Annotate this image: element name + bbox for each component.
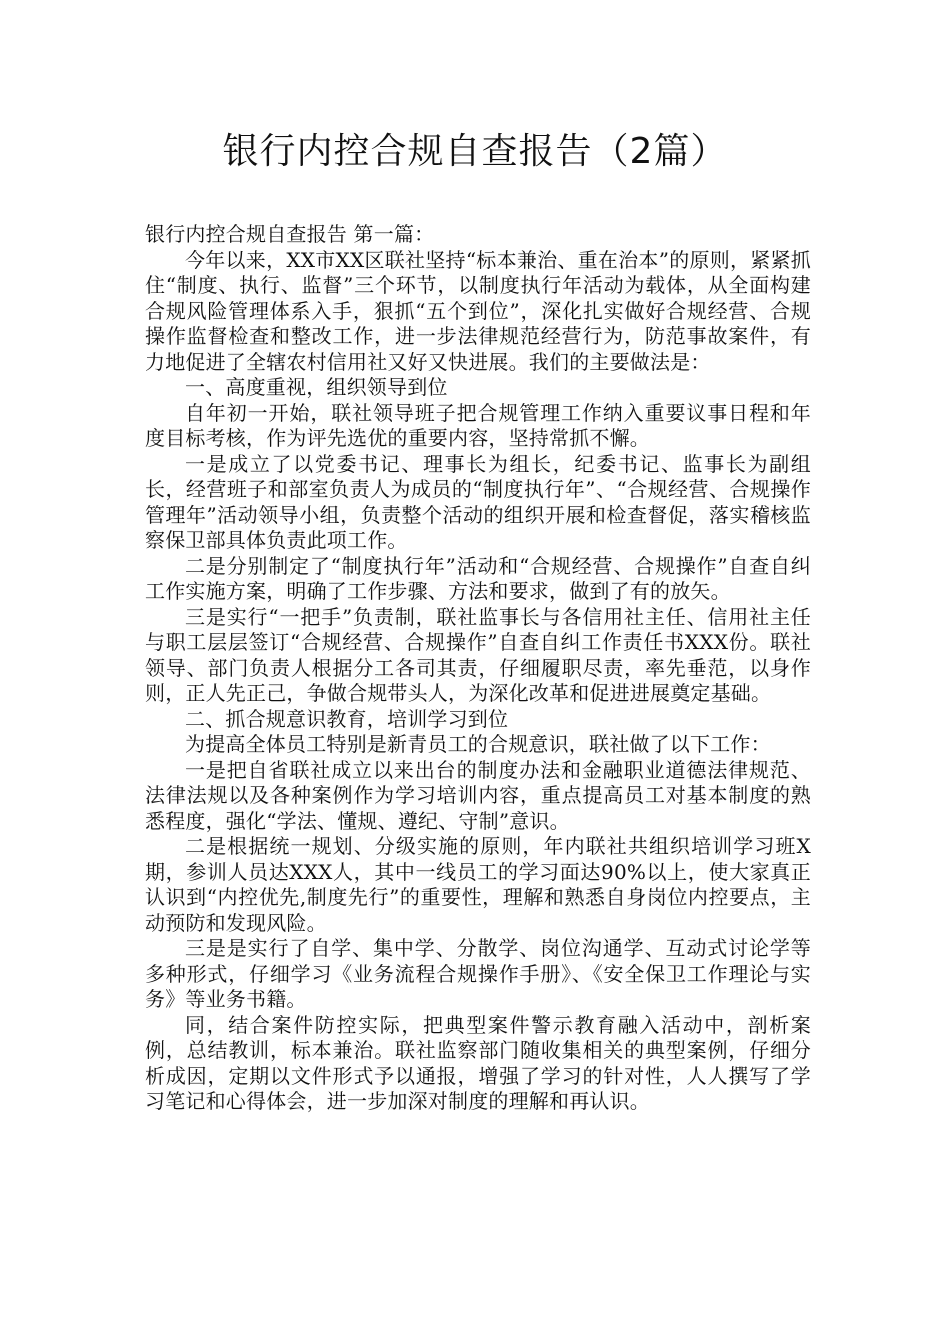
paragraph: 三是实行“一把手”负责制，联社监事长与各信用社主任、信用社主任与职工层层签订“合规经营、合规操作”自查自纠工作责任书XXX份。联社领导、部门负责人根据分工各司其责，仔细履职尽责，率先垂范，以身作则，正人先正己，争做合规带头人，为深化改革和促进进展奠定基础。	[145, 604, 811, 705]
paragraph: 今年以来，XX市XX区联社坚持“标本兼治、重在治本”的原则，紧紧抓住“制度、执行、监督”三个环节，以制度执行年活动为载体，从全面构建合规风险管理体系入手，狠抓“五个到位”，深化扎实做好合规经营、合规操作监督检查和整改工作，进一步法律规范经营行为，防范事故案件，有力地促进了全辖农村信用社又好又快进展。我们的主要做法是：	[145, 247, 811, 374]
paragraph: 为提高全体员工特别是新青员工的合规意识，联社做了以下工作：	[185, 732, 771, 756]
paragraph: 一是成立了以党委书记、理事长为组长，纪委书记、监事长为副组长，经营班子和部室负责人为成员的“制度执行年”、“合规经营、合规操作管理年”活动领导小组，负责整个活动的组织开展和检查督促，落实稽核监察保卫部具体负责此项工作。	[145, 451, 811, 552]
paragraph: 自年初一开始，联社领导班子把合规管理工作纳入重要议事日程和年度目标考核，作为评先选优的重要内容，坚持常抓不懈。	[145, 400, 811, 450]
section-heading: 二、抓合规意识教育，培训学习到位	[185, 706, 509, 731]
paragraph: 同，结合案件防控实际，把典型案件警示教育融入活动中，剖析案例，总结教训，标本兼治。联社监察部门随收集相关的典型案例，仔细分析成因，定期以文件形式予以通报，增强了学习的针对性，人人撰写了学习笔记和心得体会，进一步加深对制度的理解和再认识。	[145, 1012, 811, 1113]
paragraph: 二是分别制定了“制度执行年”活动和“合规经营、合规操作”自查自纠工作实施方案，明确了工作步骤、方法和要求，做到了有的放矢。	[145, 553, 811, 603]
paragraph: 三是是实行了自学、集中学、分散学、岗位沟通学、互动式讨论学等多种形式，仔细学习《业务流程合规操作手册》、《安全保卫工作理论与实务》等业务书籍。	[145, 936, 811, 1011]
document-title: 银行内控合规自查报告（2篇）	[222, 131, 728, 172]
paragraph: 二是根据统一规划、分级实施的原则，年内联社共组织培训学习班X期，参训人员达XXX人，其中一线员工的学习面达90%以上，使大家真正认识到“内控优先,制度先行”的重要性，理解和熟悉自身岗位内控要点，主动预防和发现风险。	[145, 834, 811, 935]
paragraph: 一是把自省联社成立以来出台的制度办法和金融职业道德法律规范、法律法规以及各种案例作为学习培训内容，重点提高员工对基本制度的熟悉程度，强化“学法、懂规、遵纪、守制”意识。	[145, 757, 811, 833]
section-heading: 一、高度重视，组织领导到位	[185, 375, 448, 399]
section-intro: 银行内控合规自查报告 第一篇：	[145, 222, 435, 246]
document-body	[145, 222, 811, 1115]
